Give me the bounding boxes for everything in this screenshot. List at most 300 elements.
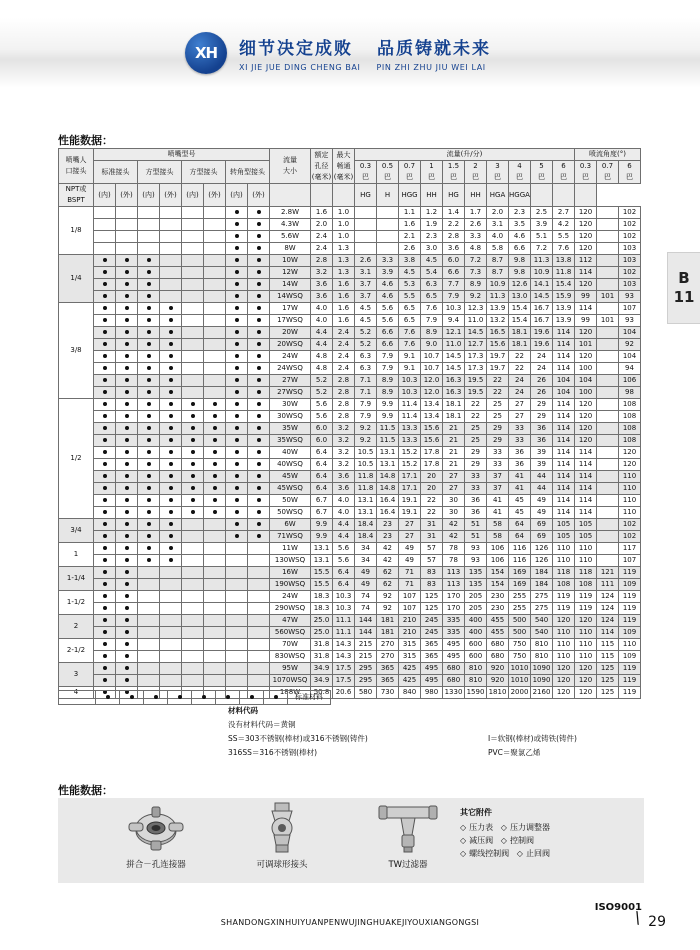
cell-flowrate: 1810 xyxy=(487,687,509,699)
cell-max-passage: 1.0 xyxy=(333,231,355,243)
cell-rated-orifice: 1.6 xyxy=(311,207,333,219)
availability-dot-icon xyxy=(103,330,107,334)
cell-spray-angle xyxy=(597,255,619,267)
cell-max-passage: 1.0 xyxy=(333,207,355,219)
cell-rated-orifice: 5.6 xyxy=(311,399,333,411)
cell-spray-angle: 112 xyxy=(575,255,597,267)
availability-dot-icon xyxy=(147,426,151,430)
cell-flowrate: 6.3 xyxy=(355,363,377,375)
cell-flowrate: 3.7 xyxy=(355,279,377,291)
cell-model: 5.6W xyxy=(270,231,311,243)
cell-flowrate: 15.6 xyxy=(421,435,443,447)
cell-max-passage: 3.6 xyxy=(333,483,355,495)
cell-flowrate: 11.0 xyxy=(465,315,487,327)
availability-dot-icon xyxy=(103,570,107,574)
table-row xyxy=(59,267,641,279)
cell-flowrate: 11.0 xyxy=(443,339,465,351)
cell-flowrate: 810 xyxy=(465,663,487,675)
availability-dot-icon xyxy=(169,306,173,310)
cell-spray-angle xyxy=(597,531,619,543)
availability-dot-icon xyxy=(257,486,261,490)
cell-joint-availability xyxy=(138,447,160,459)
header-swivel-joint: 转角型接头 xyxy=(226,161,270,184)
cell-joint-availability xyxy=(160,459,182,471)
cell-joint-availability xyxy=(226,591,248,603)
cell-joint-availability xyxy=(226,363,248,375)
cell-flowrate: 58 xyxy=(487,519,509,531)
availability-dot-icon xyxy=(103,294,107,298)
cell-flowrate: 118 xyxy=(553,567,575,579)
cell-flowrate: 2000 xyxy=(509,687,531,699)
cell-flowrate: 6.6 xyxy=(377,339,399,351)
cell-flowrate: 24 xyxy=(531,351,553,363)
cell-joint-availability xyxy=(116,675,138,687)
cell-joint-availability xyxy=(204,615,226,627)
cell-model: 24W xyxy=(270,591,311,603)
cell-rated-orifice: 34.9 xyxy=(311,675,333,687)
cell-rated-orifice: 9.9 xyxy=(311,519,333,531)
cell-model: 17WSQ xyxy=(270,315,311,327)
cell-flowrate: 93 xyxy=(465,555,487,567)
cell-flowrate: 2.6 xyxy=(355,255,377,267)
cell-flowrate: 114 xyxy=(553,483,575,495)
cell-flowrate: 5.3 xyxy=(399,279,421,291)
table-row xyxy=(59,339,641,351)
cell-flowrate: 10.9 xyxy=(531,267,553,279)
cell-max-passage: 4.4 xyxy=(333,531,355,543)
cell-rated-orifice: 50.8 xyxy=(311,687,333,699)
availability-dot-icon xyxy=(103,546,107,550)
cell-rated-orifice: 4.0 xyxy=(311,303,333,315)
availability-dot-icon xyxy=(191,474,195,478)
cell-flowrate: 36 xyxy=(531,423,553,435)
cell-flowrate: 13.1 xyxy=(355,507,377,519)
cell-spray-angle: 93 xyxy=(619,291,641,303)
cell-max-passage: 17.5 xyxy=(333,675,355,687)
cell-flowrate: 83 xyxy=(421,579,443,591)
cell-joint-availability xyxy=(182,207,204,219)
cell-model: 1070WSQ xyxy=(270,675,311,687)
cell-max-passage: 2.4 xyxy=(333,363,355,375)
cell-joint-availability xyxy=(204,639,226,651)
availability-dot-icon xyxy=(125,642,129,646)
cell-rated-orifice: 6.0 xyxy=(311,435,333,447)
cell-max-passage: 3.6 xyxy=(333,471,355,483)
cell-flowrate xyxy=(377,219,399,231)
product-caption-1: 拼合－孔连接器 xyxy=(126,860,186,870)
cell-max-passage: 14.3 xyxy=(333,639,355,651)
availability-dot-icon xyxy=(169,366,173,370)
cell-spray-angle: 102 xyxy=(619,219,641,231)
cell-spray-angle: 108 xyxy=(575,579,597,591)
cell-flowrate: 335 xyxy=(443,627,465,639)
cell-flowrate: 16.7 xyxy=(531,315,553,327)
cell-joint-availability xyxy=(116,663,138,675)
cell-spray-angle: 102 xyxy=(619,231,641,243)
cell-joint-availability xyxy=(94,303,116,315)
availability-dot-icon xyxy=(191,438,195,442)
cell-joint-availability xyxy=(182,303,204,315)
cell-joint-availability xyxy=(94,519,116,531)
cell-flowrate: 270 xyxy=(377,651,399,663)
cell-flowrate: 42 xyxy=(443,531,465,543)
cell-joint-availability xyxy=(116,291,138,303)
cell-flowrate: 16.3 xyxy=(443,375,465,387)
cell-joint-availability xyxy=(94,399,116,411)
cell-joint-availability xyxy=(226,435,248,447)
cell-joint-availability xyxy=(160,567,182,579)
cell-spray-angle: 120 xyxy=(575,327,597,339)
cell-joint-availability xyxy=(204,423,226,435)
cell-flowrate: 2.6 xyxy=(399,243,421,255)
cell-flowrate: 110 xyxy=(553,639,575,651)
availability-dot-icon xyxy=(213,426,217,430)
section-title-performance-data: 性能数据： xyxy=(58,134,113,147)
availability-dot-icon xyxy=(235,366,239,370)
cell-joint-availability xyxy=(138,579,160,591)
availability-dot-icon xyxy=(125,558,129,562)
cell-spray-angle: 110 xyxy=(575,555,597,567)
cell-flowrate: 3.7 xyxy=(355,291,377,303)
cell-spray-angle xyxy=(597,243,619,255)
cell-rated-orifice: 4.4 xyxy=(311,339,333,351)
cell-flowrate: 41 xyxy=(509,483,531,495)
availability-dot-icon xyxy=(125,258,129,262)
material-dot-8 xyxy=(264,691,288,705)
header-code-hga: HGA xyxy=(487,184,509,207)
cell-flowrate: 11.8 xyxy=(355,483,377,495)
cell-flowrate: 37 xyxy=(487,471,509,483)
cell-joint-availability xyxy=(226,339,248,351)
cell-spray-angle: 124 xyxy=(597,615,619,627)
cell-flowrate: 2.0 xyxy=(487,207,509,219)
cell-flowrate: 10.7 xyxy=(421,351,443,363)
header-empty-flow xyxy=(270,184,311,207)
availability-dot-icon xyxy=(125,678,129,682)
cell-joint-availability xyxy=(248,567,270,579)
cell-model: 35W xyxy=(270,423,311,435)
cell-joint-availability xyxy=(116,375,138,387)
table-row xyxy=(59,495,641,507)
cell-joint-availability xyxy=(160,243,182,255)
cell-rated-orifice: 2.4 xyxy=(311,243,333,255)
cell-joint-availability xyxy=(226,207,248,219)
page-header xyxy=(0,18,700,88)
cell-flowrate: 21 xyxy=(443,447,465,459)
cell-flowrate: 154 xyxy=(487,567,509,579)
cell-spray-angle: 106 xyxy=(619,375,641,387)
cell-spray-angle: 119 xyxy=(619,603,641,615)
availability-dot-icon xyxy=(257,522,261,526)
cell-model: 71WSQ xyxy=(270,531,311,543)
table-row xyxy=(59,471,641,483)
cell-joint-availability xyxy=(116,267,138,279)
availability-dot-icon xyxy=(147,450,151,454)
cell-rated-orifice: 6.0 xyxy=(311,423,333,435)
cell-flowrate: 12.6 xyxy=(509,279,531,291)
cell-flowrate: 9.2 xyxy=(465,291,487,303)
cell-joint-availability xyxy=(248,315,270,327)
cell-joint-availability xyxy=(182,531,204,543)
cell-rated-orifice: 6.4 xyxy=(311,483,333,495)
availability-dot-icon xyxy=(235,222,239,226)
cell-joint-availability xyxy=(248,351,270,363)
cell-flowrate: 74 xyxy=(355,591,377,603)
cell-joint-availability xyxy=(138,387,160,399)
cell-joint-availability xyxy=(248,411,270,423)
material-notes-title: 材料代码 xyxy=(228,706,258,715)
cell-flowrate: 9.1 xyxy=(399,363,421,375)
cell-joint-availability xyxy=(116,471,138,483)
availability-dot-icon xyxy=(125,462,129,466)
cell-model: 11W xyxy=(270,543,311,555)
cell-joint-availability xyxy=(248,207,270,219)
cell-spray-angle: 109 xyxy=(619,627,641,639)
availability-dot-icon xyxy=(257,234,261,238)
cell-joint-availability xyxy=(94,591,116,603)
cell-spray-angle: 120 xyxy=(575,243,597,255)
cell-flowrate: 7.7 xyxy=(443,279,465,291)
cell-joint-availability xyxy=(138,351,160,363)
cell-flowrate: 10.3 xyxy=(399,375,421,387)
cell-joint-availability xyxy=(116,255,138,267)
cell-spray-angle: 119 xyxy=(575,603,597,615)
availability-dot-icon xyxy=(235,510,239,514)
cell-joint-availability xyxy=(94,351,116,363)
cell-npt-size: 1 xyxy=(59,543,94,567)
cell-flowrate: 9.2 xyxy=(355,423,377,435)
cell-flowrate: 144 xyxy=(355,615,377,627)
cell-flowrate: 92 xyxy=(377,591,399,603)
cell-joint-availability xyxy=(248,279,270,291)
cell-flowrate: 15.2 xyxy=(399,459,421,471)
cell-model: 24WSQ xyxy=(270,363,311,375)
performance-data-table xyxy=(58,148,641,699)
cell-flowrate: 3.3 xyxy=(465,231,487,243)
availability-dot-icon xyxy=(257,222,261,226)
availability-dot-icon xyxy=(235,318,239,322)
availability-dot-icon xyxy=(213,402,217,406)
cell-flowrate: 500 xyxy=(509,615,531,627)
availability-dot-icon xyxy=(103,270,107,274)
cell-joint-availability xyxy=(116,411,138,423)
cell-model: 16W xyxy=(270,567,311,579)
cell-flowrate: 16.7 xyxy=(531,303,553,315)
cell-flowrate: 6.0 xyxy=(443,255,465,267)
cell-joint-availability xyxy=(248,627,270,639)
cell-flowrate: 600 xyxy=(465,639,487,651)
cell-flowrate xyxy=(355,207,377,219)
header-code-hg2: HG xyxy=(443,184,465,207)
cell-flowrate: 116 xyxy=(509,543,531,555)
cell-joint-availability xyxy=(182,339,204,351)
cell-max-passage: 10.3 xyxy=(333,591,355,603)
availability-dot-icon xyxy=(147,294,151,298)
cell-max-passage: 4.0 xyxy=(333,507,355,519)
cell-flowrate: 22 xyxy=(465,411,487,423)
availability-dot-icon xyxy=(125,426,129,430)
cell-joint-availability xyxy=(160,627,182,639)
table-row xyxy=(59,411,641,423)
cell-joint-availability xyxy=(160,375,182,387)
header-code-hgg: HGG xyxy=(399,184,421,207)
cell-joint-availability xyxy=(204,291,226,303)
cell-joint-availability xyxy=(94,207,116,219)
cell-joint-availability xyxy=(204,555,226,567)
cell-flowrate: 1.4 xyxy=(443,207,465,219)
cell-joint-availability xyxy=(160,303,182,315)
cell-flowrate: 26 xyxy=(531,387,553,399)
header-pressure-8: 5 巴 xyxy=(531,161,553,184)
availability-dot-icon xyxy=(257,342,261,346)
cell-flowrate: 540 xyxy=(531,627,553,639)
availability-dot-icon xyxy=(257,318,261,322)
cell-joint-availability xyxy=(226,663,248,675)
cell-flowrate: 14.5 xyxy=(465,327,487,339)
cell-flowrate: 104 xyxy=(553,387,575,399)
cell-flowrate: 135 xyxy=(465,567,487,579)
cell-max-passage: 4.0 xyxy=(333,495,355,507)
availability-dot-icon xyxy=(103,354,107,358)
cell-joint-availability xyxy=(204,531,226,543)
cell-spray-angle: 110 xyxy=(575,627,597,639)
cell-flowrate: 1.7 xyxy=(465,207,487,219)
cell-flowrate: 1.1 xyxy=(399,207,421,219)
cell-joint-availability xyxy=(226,483,248,495)
cell-flowrate: 16.5 xyxy=(487,327,509,339)
cell-model: 14W xyxy=(270,279,311,291)
availability-dot-icon xyxy=(103,510,107,514)
cell-flowrate: 1590 xyxy=(465,687,487,699)
cell-flowrate: 295 xyxy=(355,675,377,687)
cell-flowrate: 30 xyxy=(443,495,465,507)
cell-max-passage: 20.6 xyxy=(333,687,355,699)
material-note-3: 316SS＝316不锈钢(棒材) xyxy=(228,748,318,757)
cell-flowrate: 600 xyxy=(465,651,487,663)
cell-joint-availability xyxy=(116,387,138,399)
availability-dot-icon xyxy=(169,450,173,454)
availability-dot-icon xyxy=(147,378,151,382)
availability-dot-icon xyxy=(103,534,107,538)
cell-max-passage: 2.8 xyxy=(333,411,355,423)
cell-flowrate: 58 xyxy=(487,531,509,543)
material-dot-1 xyxy=(96,691,120,705)
cell-joint-availability xyxy=(116,567,138,579)
cell-flowrate: 49 xyxy=(531,507,553,519)
cell-rated-orifice: 3.2 xyxy=(311,267,333,279)
cell-joint-availability xyxy=(94,615,116,627)
availability-dot-icon xyxy=(257,294,261,298)
cell-npt-size: 1/8 xyxy=(59,207,94,255)
adjustable-ball-joint-icon xyxy=(247,800,317,856)
header-angle-group: 喷流角度(°) xyxy=(575,149,641,161)
cell-flowrate: 181 xyxy=(377,627,399,639)
availability-dot-icon xyxy=(103,486,107,490)
bullet-icon-1: ◇ xyxy=(460,823,467,832)
cell-flowrate: 19.1 xyxy=(399,507,421,519)
cell-flowrate: 25 xyxy=(465,423,487,435)
cell-rated-orifice: 13.1 xyxy=(311,543,333,555)
cell-joint-availability xyxy=(94,267,116,279)
cell-max-passage: 3.2 xyxy=(333,459,355,471)
cell-max-passage: 4.4 xyxy=(333,519,355,531)
cell-joint-availability xyxy=(226,303,248,315)
header-empty-max xyxy=(333,184,355,207)
cell-flowrate: 840 xyxy=(399,687,421,699)
cell-flowrate: 105 xyxy=(553,531,575,543)
availability-dot-icon xyxy=(257,438,261,442)
cell-joint-availability xyxy=(204,483,226,495)
table-row xyxy=(59,447,641,459)
cell-max-passage: 1.3 xyxy=(333,267,355,279)
header-model-group: 喷嘴型号 xyxy=(94,149,270,161)
cell-npt-size: 1-1/4 xyxy=(59,567,94,591)
cell-flowrate: 126 xyxy=(531,555,553,567)
cell-joint-availability xyxy=(248,435,270,447)
cell-model: 30W xyxy=(270,399,311,411)
cell-joint-availability xyxy=(182,603,204,615)
availability-dot-icon xyxy=(147,462,151,466)
cell-flowrate: 62 xyxy=(377,567,399,579)
availability-dot-icon xyxy=(125,630,129,634)
table-row xyxy=(59,219,641,231)
cell-joint-availability xyxy=(226,327,248,339)
cell-flowrate: 730 xyxy=(377,687,399,699)
availability-dot-icon xyxy=(103,678,107,682)
cell-spray-angle: 93 xyxy=(619,315,641,327)
cell-max-passage: 3.2 xyxy=(333,447,355,459)
cell-joint-availability xyxy=(116,507,138,519)
cell-flowrate: 1.9 xyxy=(421,219,443,231)
cell-flowrate: 114 xyxy=(553,423,575,435)
table-row xyxy=(59,387,641,399)
cell-flowrate: 4.2 xyxy=(553,219,575,231)
cell-joint-availability xyxy=(182,555,204,567)
availability-dot-icon xyxy=(103,414,107,418)
cell-joint-availability xyxy=(248,483,270,495)
cell-joint-availability xyxy=(160,279,182,291)
cell-flowrate: 39 xyxy=(531,459,553,471)
cell-flowrate: 6.6 xyxy=(509,243,531,255)
table-row xyxy=(59,243,641,255)
cell-flowrate: 365 xyxy=(421,651,443,663)
header-outer-1: (外) xyxy=(116,184,138,207)
cell-spray-angle: 103 xyxy=(619,279,641,291)
cell-flowrate: 4.6 xyxy=(377,291,399,303)
cell-joint-availability xyxy=(226,399,248,411)
cell-joint-availability xyxy=(182,399,204,411)
cell-joint-availability xyxy=(182,483,204,495)
cell-joint-availability xyxy=(182,447,204,459)
availability-dot-icon xyxy=(147,510,151,514)
cell-flowrate: 11.3 xyxy=(531,255,553,267)
cell-flowrate: 7.6 xyxy=(421,303,443,315)
cell-joint-availability xyxy=(138,471,160,483)
cell-flowrate: 9.0 xyxy=(421,339,443,351)
cell-model: 45W xyxy=(270,471,311,483)
cell-joint-availability xyxy=(138,279,160,291)
cell-joint-availability xyxy=(138,519,160,531)
cell-flowrate: 106 xyxy=(487,543,509,555)
cell-flowrate: 365 xyxy=(421,639,443,651)
cell-flowrate: 5.8 xyxy=(487,243,509,255)
cell-spray-angle: 102 xyxy=(619,531,641,543)
cell-joint-availability xyxy=(138,543,160,555)
cell-spray-angle: 104 xyxy=(575,375,597,387)
cell-joint-availability xyxy=(182,519,204,531)
availability-dot-icon xyxy=(103,450,107,454)
cell-joint-availability xyxy=(226,519,248,531)
